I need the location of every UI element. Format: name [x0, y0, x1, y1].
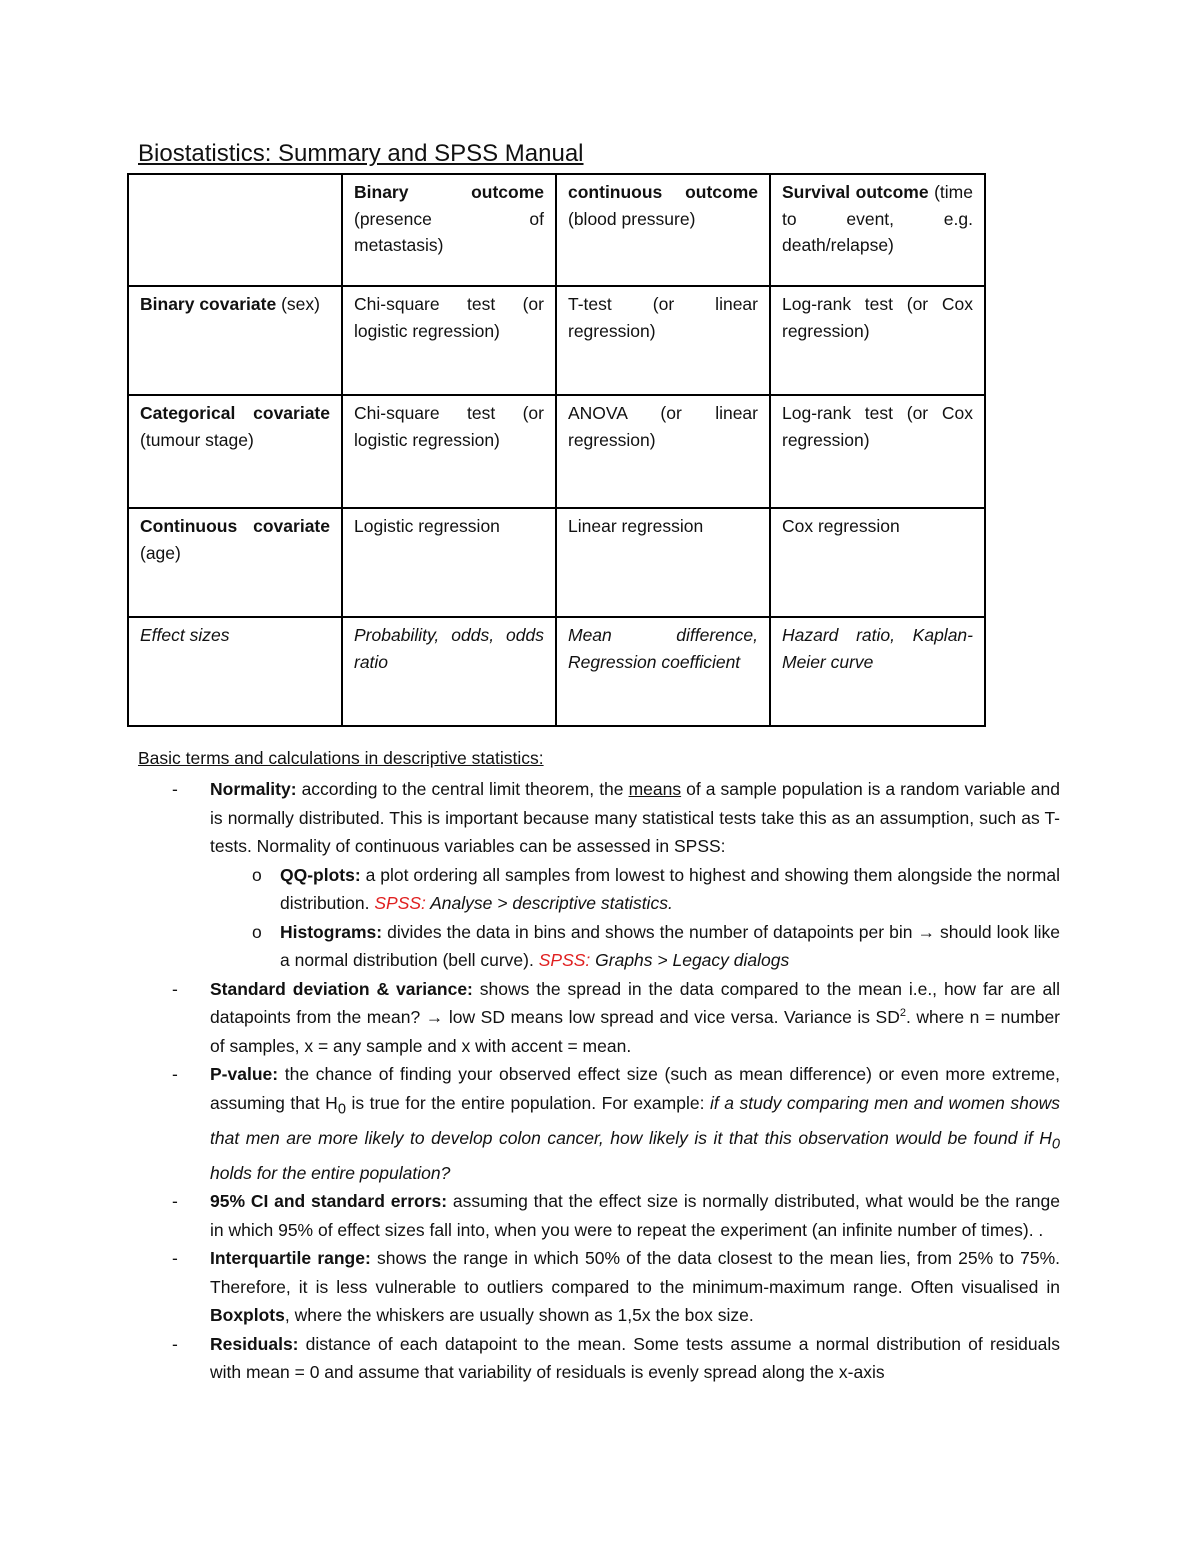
term-label: Normality:	[210, 779, 297, 799]
table-row-header	[128, 286, 342, 395]
circle-bullet: o	[252, 921, 262, 942]
dash-bullet: -	[172, 779, 178, 799]
item-text: according to the central limit theorem, the	[296, 779, 629, 799]
italic-example: if a study comparing men and women shows that men are more likely to develop colon cancer, how likely is it that this observation would be found if H	[210, 1092, 1061, 1148]
sub-item-qq-plots	[172, 861, 1060, 918]
dash-bullet: -	[172, 1248, 178, 1268]
cell-bold-text: Continuous covariate	[140, 516, 330, 536]
arrow-right-icon: →	[917, 921, 935, 942]
cell-text: (sex)	[281, 294, 320, 314]
table-cell: Mean difference, Regression coefficient	[556, 617, 770, 726]
table-cell: Hazard ratio, Kaplan-Meier curve	[770, 617, 985, 726]
item-text: a plot ordering all samples from lowest to highest and showing them alongside the normal distribution.	[280, 864, 1060, 913]
table-header-row	[128, 174, 985, 286]
term-label: 95% CI and standard errors:	[210, 1191, 448, 1211]
term-label: Standard deviation & variance:	[210, 978, 473, 999]
underlined-word: means	[628, 779, 682, 799]
table-cell: Chi-square test (or logistic regression)	[342, 395, 556, 508]
list-item-sd-variance	[172, 975, 1060, 1061]
item-text: the chance of finding your observed effect size (such as mean difference) or even more extreme, assuming that H	[210, 1064, 1060, 1113]
cell-bold-text: Categorical covariate	[140, 403, 330, 423]
item-text: divides the data in bins and shows the number of datapoints per bin	[382, 921, 918, 942]
table-cell: Chi-square test (or logistic regression)	[342, 286, 556, 395]
terms-list	[172, 775, 1060, 1387]
item-text: shows the spread in the data compared to the mean i.e., how far are all datapoints from the mean?	[210, 978, 1060, 1027]
table-row	[128, 395, 985, 508]
item-text: is true for the entire population. For example:	[345, 1092, 710, 1113]
list-item-p-value	[172, 1060, 1060, 1187]
list-item-ci	[172, 1187, 1060, 1244]
item-text: low SD means low spread and vice versa. Variance is SD	[443, 1007, 900, 1027]
table-cell: ANOVA (or linear regression)	[556, 395, 770, 508]
table-cell: Linear regression	[556, 508, 770, 617]
cell-text: (presence of metastasis)	[354, 208, 544, 255]
test-selection-table	[127, 173, 986, 727]
cell-text: (tumour stage)	[140, 429, 254, 450]
cell-bold-text: Survival outcome	[782, 182, 929, 202]
dash-bullet: -	[172, 1191, 178, 1211]
table-row-header	[128, 395, 342, 508]
item-text: , where the whiskers are usually shown as 1,5x the box size.	[284, 1305, 754, 1325]
term-label: QQ-plots:	[280, 864, 361, 885]
spss-label: SPSS:	[538, 950, 591, 970]
table-row-header: Effect sizes	[128, 617, 342, 726]
term-label: Histograms:	[280, 921, 383, 942]
list-item-iqr	[172, 1244, 1060, 1330]
subscript: 0	[337, 1101, 346, 1117]
bold-word: Boxplots	[210, 1305, 285, 1325]
cell-text: (time to event, e.g. death/relapse)	[782, 182, 973, 255]
table-row	[128, 286, 985, 395]
table-row	[128, 508, 985, 617]
table-cell-continuous-outcome	[556, 174, 770, 286]
table-cell-survival-outcome	[770, 174, 985, 286]
term-label: P-value:	[210, 1064, 279, 1084]
cell-text: (age)	[140, 542, 181, 563]
page-title: Biostatistics: Summary and SPSS Manual	[138, 140, 584, 167]
table-row	[128, 617, 985, 726]
term-label: Residuals:	[210, 1333, 299, 1354]
item-text: assuming that the effect size is normally distributed, what would be the range in which 95% of effect sizes fall into, when you were to repeat the experiment (an infinite number of times). .	[210, 1191, 1061, 1240]
section-heading: Basic terms and calculations in descriptive statistics:	[138, 748, 544, 768]
term-label: Interquartile range:	[210, 1248, 371, 1268]
dash-bullet: -	[172, 978, 178, 999]
table-cell-empty	[128, 174, 342, 286]
table-cell: T-test (or linear regression)	[556, 286, 770, 395]
item-text: shows the range in which 50% of the data closest to the mean lies, from 25% to 75%. Therefore, it is less vulnerable to outliers compared to the minimum-maximum range. Often visualised in	[210, 1248, 1060, 1297]
table-cell: Logistic regression	[342, 508, 556, 617]
spss-path: Graphs > Legacy dialogs	[590, 950, 790, 970]
item-text: should look like a normal distribution (bell curve).	[280, 921, 1060, 970]
item-text: of a sample population is a random variable and is normally distributed. This is important because many statistical tests take this as an assumption, such as T-tests. Normality of continuous variables can be assessed in SPSS:	[210, 779, 1060, 856]
table-cell: Log-rank test (or Cox regression)	[770, 286, 985, 395]
sub-item-histograms	[172, 918, 1060, 975]
table-cell-binary-outcome	[342, 174, 556, 286]
circle-bullet: o	[252, 864, 262, 885]
spss-label: SPSS:	[374, 893, 426, 913]
table-cell: Log-rank test (or Cox regression)	[770, 395, 985, 508]
arrow-right-icon: →	[425, 1007, 444, 1027]
dash-bullet: -	[172, 1064, 178, 1084]
italic-example: holds for the entire population?	[210, 1162, 451, 1183]
superscript: 2	[899, 1007, 906, 1020]
table-cell: Probability, odds, odds ratio	[342, 617, 556, 726]
item-text: . where n = number of samples, x = any sample and x with accent = mean.	[210, 1007, 1061, 1056]
dash-bullet: -	[172, 1333, 178, 1354]
cell-text: (blood pressure)	[568, 208, 696, 229]
item-text: distance of each datapoint to the mean. Some tests assume a normal distribution of residuals with mean = 0 and assume that variability of residuals is evenly spread along the x-axis	[210, 1333, 1060, 1382]
list-item-normality	[172, 775, 1060, 861]
table-cell: Cox regression	[770, 508, 985, 617]
table-row-header	[128, 508, 342, 617]
cell-bold-text: Binary covariate	[140, 294, 277, 314]
list-item-residuals	[172, 1330, 1060, 1387]
subscript: 0	[1051, 1136, 1060, 1152]
spss-path: Analyse > descriptive statistics.	[425, 893, 673, 913]
cell-bold-text: Binary outcome	[354, 182, 544, 202]
cell-bold-text: continuous outcome	[568, 182, 758, 202]
